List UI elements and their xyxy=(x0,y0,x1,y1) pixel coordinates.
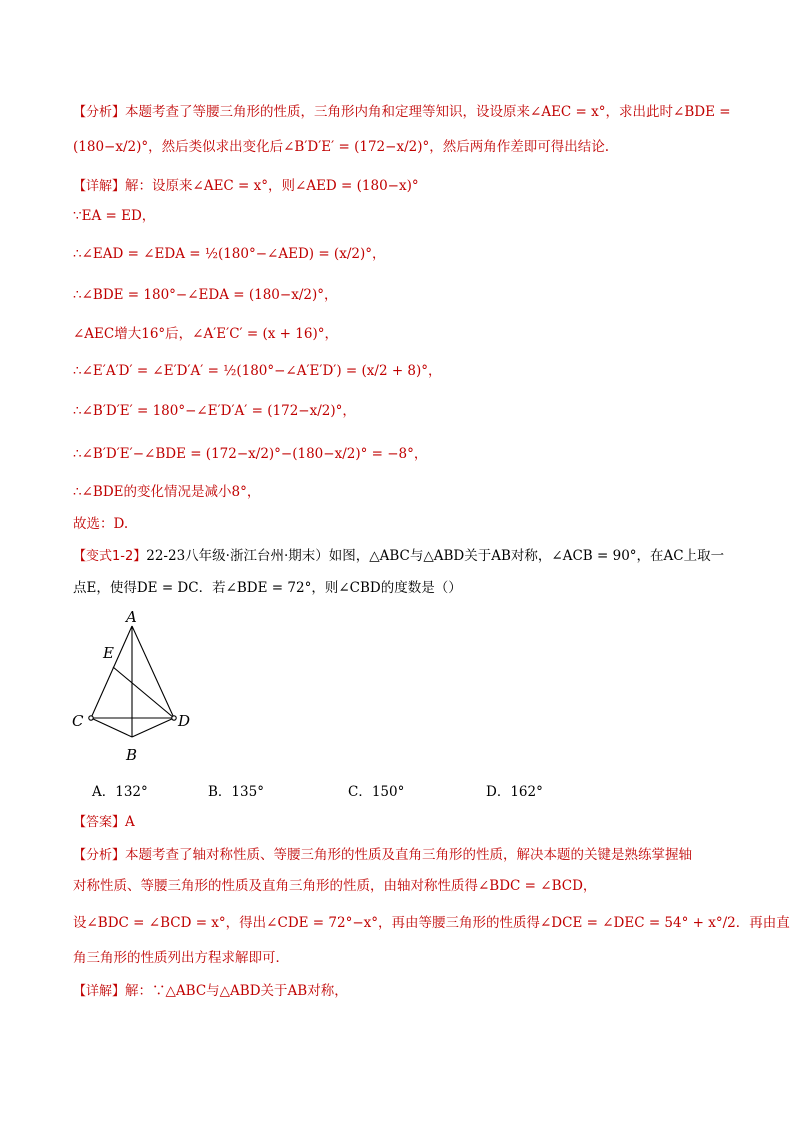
analysis-text: 本题考查了等腰三角形的性质，三角形内角和定理等知识，设设原来∠AEC = x°，求出此时∠BDE = xyxy=(125,104,731,120)
solution-line-3: ∴∠EAD = ∠EDA = ½(180°−∠AED) = (x/2)°， xyxy=(73,246,386,262)
solution-line-5: ∠AEC增大16°后，∠A′E′C′ = (x + 16)°， xyxy=(73,326,338,342)
solution-line-7: ∴∠B′D′E′ = 180°−∠E′D′A′ = (172−x/2)°， xyxy=(73,403,356,419)
analysis-line-1 xyxy=(73,102,731,123)
solution-line-8: ∴∠B′D′E′−∠BDE = (172−x/2)°−(180−x/2)° = −8°， xyxy=(73,446,428,462)
label-C: C xyxy=(72,712,84,730)
option-c: C．150° xyxy=(348,784,405,800)
analysis2-line-1 xyxy=(73,845,692,866)
detail2-tag: 【详解】 xyxy=(73,984,126,999)
detail2-text: 解：∵△ABC与△ABD关于AB对称， xyxy=(125,983,348,999)
segment-ED xyxy=(113,667,174,718)
label-A: A xyxy=(126,608,137,626)
problem-tag: 【变式1-2】 xyxy=(73,549,147,564)
segment-AD xyxy=(132,626,174,718)
solution-tag: 【详解】 xyxy=(73,179,126,194)
answer-line xyxy=(73,812,135,833)
option-a: A．132° xyxy=(92,784,148,800)
solution-text: 解：设原来∠AEC = x°，则∠AED = (180−x)° xyxy=(125,178,419,194)
analysis2-line-2: 对称性质、等腰三角形的性质及直角三角形的性质，由轴对称性质得∠BDC = ∠BCD， xyxy=(73,878,597,894)
segment-DB xyxy=(132,718,174,737)
solution-line-9: ∴∠BDE的变化情况是减小8°， xyxy=(73,484,261,500)
solution-line-2: ∵EA = ED， xyxy=(73,208,156,224)
point-C-dot xyxy=(89,716,93,720)
analysis-line-2: (180−x/2)°，然后类似求出变化后∠B′D′E′ = (172−x/2)°，然后两角作差即可得出结论. xyxy=(73,139,610,155)
detail2-line-1 xyxy=(73,981,348,1002)
problem-text: 22-23八年级·浙江台州·期末）如图，△ABC与△ABD关于AB对称，∠ACB = 90°，在AC上取一 xyxy=(146,548,725,564)
segment-AC xyxy=(91,626,132,718)
analysis2-line-4: 角三角形的性质列出方程求解即可． xyxy=(73,950,289,966)
segment-CB xyxy=(91,718,132,737)
problem-line-1 xyxy=(73,546,724,567)
solution-line-4: ∴∠BDE = 180°−∠EDA = (180−x/2)°， xyxy=(73,287,338,303)
label-D: D xyxy=(178,712,191,730)
analysis-tag: 【分析】 xyxy=(73,105,126,120)
analysis2-tag: 【分析】 xyxy=(73,848,126,863)
label-E: E xyxy=(103,644,114,662)
option-d: D．162° xyxy=(486,784,543,800)
point-D-dot xyxy=(172,716,176,720)
answer-tag: 【答案】 xyxy=(73,815,126,830)
solution-line-1 xyxy=(73,176,419,197)
analysis2-text: 本题考查了轴对称性质、等腰三角形的性质及直角三角形的性质，解决本题的关键是熟练掌握轴 xyxy=(125,847,693,863)
option-b: B．135° xyxy=(208,784,264,800)
analysis2-line-3: 设∠BDC = ∠BCD = x°，得出∠CDE = 72°−x°，再由等腰三角形的性质得∠DCE = ∠DEC = 54° + x°/2．再由直 xyxy=(73,915,790,931)
solution-line-6: ∴∠E′A′D′ = ∠E′D′A′ = ½(180°−∠A′E′D′) = (x/2 + 8)°， xyxy=(73,363,442,379)
answer-text: A xyxy=(125,814,135,830)
geometry-figure xyxy=(68,606,198,766)
solution-line-10: 故选：D. xyxy=(73,516,129,532)
problem-line-2: 点E，使得DE = DC．若∠BDE = 72°，则∠CBD的度数是（） xyxy=(73,580,462,596)
label-B: B xyxy=(126,746,138,764)
